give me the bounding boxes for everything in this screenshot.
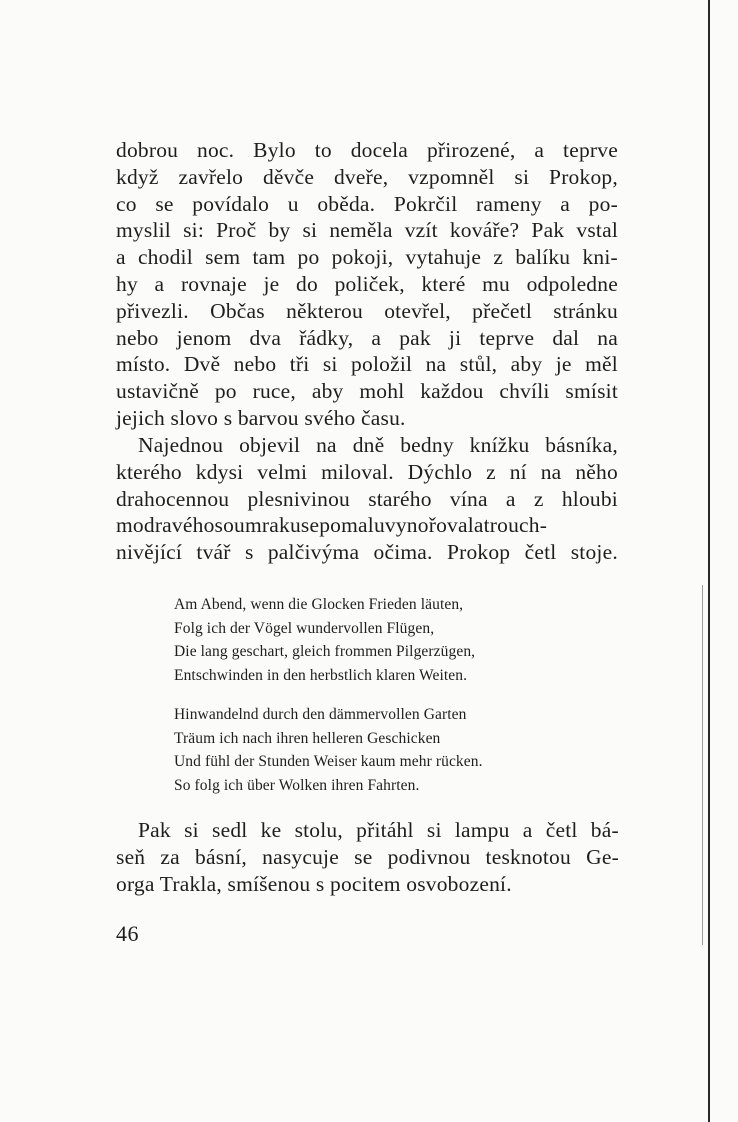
page-number: 46 <box>116 921 139 946</box>
text-line: nebo jenom dva řádky, a pak ji teprve dal na <box>116 325 618 350</box>
poem-line: Entschwinden in den herbstlich klaren Weiten. <box>174 666 468 684</box>
text-line: seň za básní, nasycuje se podivnou tesknotou Ge- <box>116 844 619 869</box>
text-line: nivějící tvář s palčivýma očima. Prokop četl stoje. <box>116 540 618 565</box>
text-line: co se povídalo u oběda. Pokrčil rameny a po- <box>116 191 618 216</box>
text-line: Najednou objevil na dně bedny knížku básníka, <box>138 433 618 457</box>
text-line: myslil si: Proč by si neměla vzít kováře? Pak vstal <box>116 218 618 243</box>
text-line: kterého kdysi velmi miloval. Dýchlo z ní na něho <box>116 459 618 484</box>
poem-line: Folg ich der Vögel wundervollen Flügen, <box>174 619 435 637</box>
text-line: ustavičně po ruce, aby mohl každou chvíli smísit <box>116 379 618 404</box>
text-line: drahocennou plesnivinou starého vína a z hloubi <box>116 486 618 511</box>
paragraph-1 <box>116 137 618 432</box>
text-line: hy a rovnaje je do poliček, které mu odpoledne <box>116 271 618 296</box>
page-edge-shadow <box>702 585 703 945</box>
text-line: když zavřelo děvče dveře, vzpomněl si Prokop, <box>116 164 618 189</box>
text-line: místo. Dvě nebo tři si položil na stůl, aby je měl <box>116 352 618 377</box>
text-line: dobrou noc. Bylo to docela přirozené, a teprve <box>116 138 618 162</box>
text-line: modravéhosoumrakusepomaluvynořovalatrouch- <box>116 513 548 538</box>
poem-line: So folg ich über Wolken ihren Fahrten. <box>174 776 420 794</box>
poem-line: Träum ich nach ihren helleren Geschicken <box>174 729 441 747</box>
text-line: a chodil sem tam po pokoji, vytahuje z balíku kni- <box>116 245 618 270</box>
text-line: Pak si sedl ke stolu, přitáhl si lampu a četl bá- <box>138 818 619 842</box>
paragraph-2 <box>116 432 618 566</box>
poem-line: Am Abend, wenn die Glocken Frieden läuten, <box>174 596 464 613</box>
poem-stanza-1 <box>174 593 574 687</box>
page-edge-line <box>708 0 710 1122</box>
text-line: jejich slovo s barvou svého času. <box>116 405 406 430</box>
poem-line: Und fühl der Stunden Weiser kaum mehr rücken. <box>174 753 483 771</box>
poem-stanza-2 <box>174 703 574 797</box>
text-line: orga Trakla, smíšenou s pocitem osvobození. <box>116 871 512 896</box>
text-line: přivezli. Občas některou otevřel, přečetl stránku <box>116 298 618 323</box>
poem-line: Hinwandelnd durch den dämmervollen Garten <box>174 706 467 723</box>
poem-line: Die lang geschart, gleich frommen Pilgerzügen, <box>174 643 476 661</box>
paragraph-3 <box>116 817 619 897</box>
